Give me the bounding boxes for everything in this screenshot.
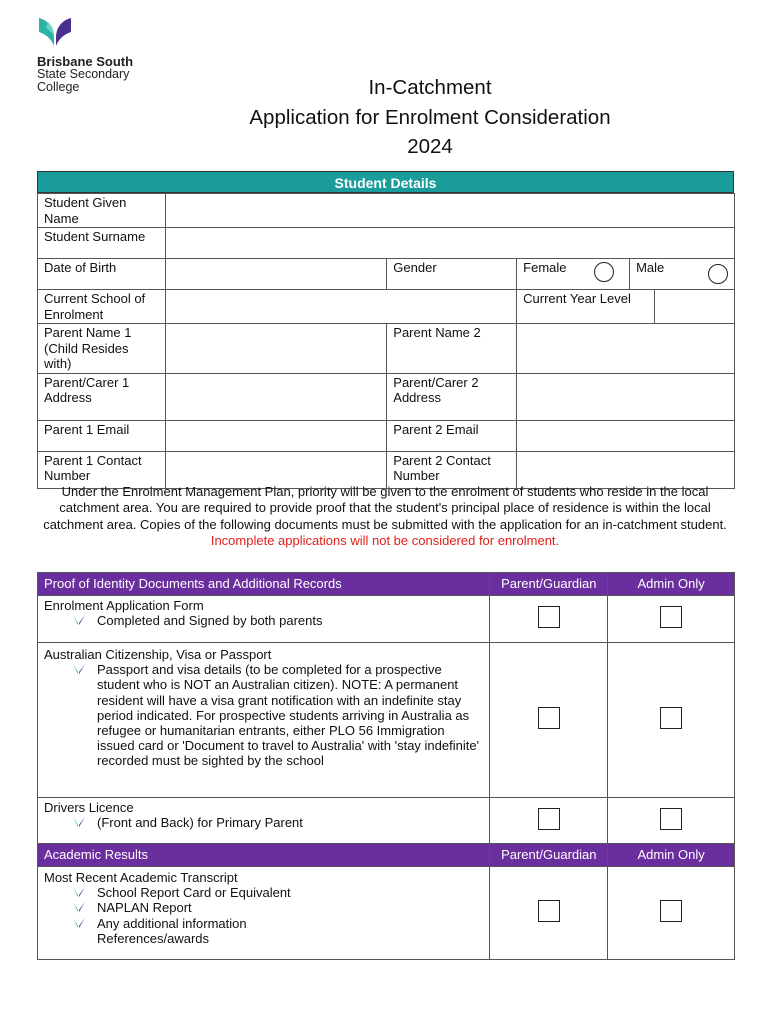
list-item bbox=[66, 900, 483, 915]
school-name-line3: College bbox=[37, 80, 80, 94]
male-cell bbox=[630, 259, 735, 290]
parent1-name-label: Parent Name 1 (Child Resides with) bbox=[38, 324, 166, 374]
enrol-parent-cell bbox=[490, 596, 608, 643]
licence-title: Drivers Licence bbox=[44, 800, 134, 815]
title-line2: Application for Enrolment Consideration bbox=[249, 105, 611, 129]
male-radio[interactable] bbox=[708, 264, 728, 284]
check-leaf-icon bbox=[72, 917, 86, 929]
proof-table bbox=[37, 572, 735, 960]
dob-field[interactable] bbox=[165, 259, 386, 290]
parent1-name-field[interactable] bbox=[165, 324, 386, 374]
licence-parent-checkbox[interactable] bbox=[538, 808, 560, 830]
academic-cell bbox=[38, 867, 490, 960]
citizenship-cell bbox=[38, 643, 490, 798]
given-name-label: Student Given Name bbox=[38, 194, 166, 228]
page-title bbox=[180, 73, 680, 162]
citizenship-parent-checkbox[interactable] bbox=[538, 707, 560, 729]
licence-admin-cell bbox=[608, 798, 735, 844]
title-line1: In-Catchment bbox=[368, 76, 492, 99]
citizenship-title: Australian Citizenship, Visa or Passport bbox=[44, 647, 272, 662]
academic-item2: NAPLAN Report bbox=[97, 900, 192, 916]
parent1-address-label: Parent/Carer 1 Address bbox=[38, 373, 166, 420]
academic-admin-checkbox[interactable] bbox=[660, 900, 682, 922]
parent2-contact-label: Parent 2 Contact Number bbox=[387, 451, 517, 488]
citizenship-admin-cell bbox=[608, 643, 735, 798]
proof-heading: Proof of Identity Documents and Additional Records bbox=[38, 573, 490, 596]
school-name-line2: State Secondary bbox=[37, 67, 130, 81]
book-leaf-icon bbox=[37, 16, 75, 48]
school-logo bbox=[37, 16, 157, 94]
current-school-field[interactable] bbox=[165, 290, 516, 324]
academic-title: Most Recent Academic Transcript bbox=[44, 870, 238, 885]
parent2-contact-field[interactable] bbox=[517, 451, 735, 488]
notice-text: Under the Enrolment Management Plan, priority will be given to the enrolment of students who reside in the local catchment area. You are required to provide proof that the student's principal place of residence is within the local catchment area. Copies of the following documents must be submitted with the application for an in-catchment student. bbox=[43, 484, 727, 532]
parent2-name-label: Parent Name 2 bbox=[387, 324, 517, 374]
academic-admin-cell bbox=[608, 867, 735, 960]
enrol-form-cell bbox=[38, 596, 490, 643]
licence-admin-checkbox[interactable] bbox=[660, 808, 682, 830]
parent1-email-label: Parent 1 Email bbox=[38, 420, 166, 451]
male-label: Male bbox=[636, 260, 665, 275]
enrol-parent-checkbox[interactable] bbox=[538, 606, 560, 628]
enrol-form-title: Enrolment Application Form bbox=[44, 598, 204, 613]
list-item bbox=[66, 885, 483, 900]
citizenship-parent-cell bbox=[490, 643, 608, 798]
citizenship-admin-checkbox[interactable] bbox=[660, 707, 682, 729]
check-leaf-icon bbox=[72, 614, 86, 626]
citizenship-item: Passport and visa details (to be completed for a prospective student who is NOT an Australian citizen). NOTE: A permanent resident will have a visa grant notification with an indefinite stay period indicated. For prospective students arriving in Australia as refugee or humanitarian entrants, either PLO 56 Immigration issued card or 'Document to travel to Australia' with 'stay indefinite' recorded must be sighted by the school bbox=[97, 662, 480, 769]
title-line3: 2024 bbox=[407, 135, 453, 158]
academic-parent-cell bbox=[490, 867, 608, 960]
parent2-email-field[interactable] bbox=[517, 420, 735, 451]
parent2-name-field[interactable] bbox=[517, 324, 735, 374]
proof-col-parent: Parent/Guardian bbox=[490, 573, 608, 596]
dob-label: Date of Birth bbox=[38, 259, 166, 290]
female-label: Female bbox=[517, 259, 579, 290]
check-leaf-icon bbox=[72, 886, 86, 898]
list-item bbox=[66, 662, 483, 768]
surname-field[interactable] bbox=[165, 228, 734, 259]
check-leaf-icon bbox=[72, 901, 86, 913]
academic-parent-checkbox[interactable] bbox=[538, 900, 560, 922]
gender-label: Gender bbox=[387, 259, 517, 290]
list-item bbox=[66, 916, 267, 946]
current-school-label: Current School of Enrolment bbox=[38, 290, 166, 324]
parent1-email-field[interactable] bbox=[165, 420, 386, 451]
enrol-form-item: Completed and Signed by both parents bbox=[97, 613, 323, 629]
notice-warning: Incomplete applications will not be considered for enrolment. bbox=[210, 532, 560, 548]
parent2-email-label: Parent 2 Email bbox=[387, 420, 517, 451]
check-leaf-icon bbox=[72, 663, 86, 675]
check-leaf-icon bbox=[72, 816, 86, 828]
female-radio[interactable] bbox=[594, 262, 614, 282]
list-item bbox=[66, 815, 483, 830]
parent1-contact-field[interactable] bbox=[165, 451, 386, 488]
current-year-label: Current Year Level bbox=[517, 290, 655, 324]
academic-col-admin: Admin Only bbox=[608, 844, 735, 867]
surname-label: Student Surname bbox=[38, 228, 166, 259]
proof-col-admin: Admin Only bbox=[608, 573, 735, 596]
given-name-field[interactable] bbox=[165, 194, 734, 228]
parent2-address-field[interactable] bbox=[517, 373, 735, 420]
list-item bbox=[66, 613, 483, 628]
licence-item: (Front and Back) for Primary Parent bbox=[97, 815, 303, 831]
enrol-admin-checkbox[interactable] bbox=[660, 606, 682, 628]
female-radio-cell[interactable] bbox=[579, 259, 630, 290]
parent1-address-field[interactable] bbox=[165, 373, 386, 420]
student-details-heading: Student Details bbox=[37, 171, 734, 193]
current-year-field[interactable] bbox=[655, 290, 735, 324]
academic-col-parent: Parent/Guardian bbox=[490, 844, 608, 867]
academic-item1: School Report Card or Equivalent bbox=[97, 885, 291, 901]
academic-item3: Any additional information References/awards bbox=[97, 915, 247, 946]
enrol-admin-cell bbox=[608, 596, 735, 643]
notice-paragraph bbox=[42, 484, 728, 549]
parent1-contact-label: Parent 1 Contact Number bbox=[38, 451, 166, 488]
student-details-table bbox=[37, 193, 735, 489]
licence-parent-cell bbox=[490, 798, 608, 844]
academic-heading: Academic Results bbox=[38, 844, 490, 867]
parent2-address-label: Parent/Carer 2 Address bbox=[387, 373, 517, 420]
school-name-line1: Brisbane South bbox=[37, 54, 134, 69]
licence-cell bbox=[38, 798, 490, 844]
